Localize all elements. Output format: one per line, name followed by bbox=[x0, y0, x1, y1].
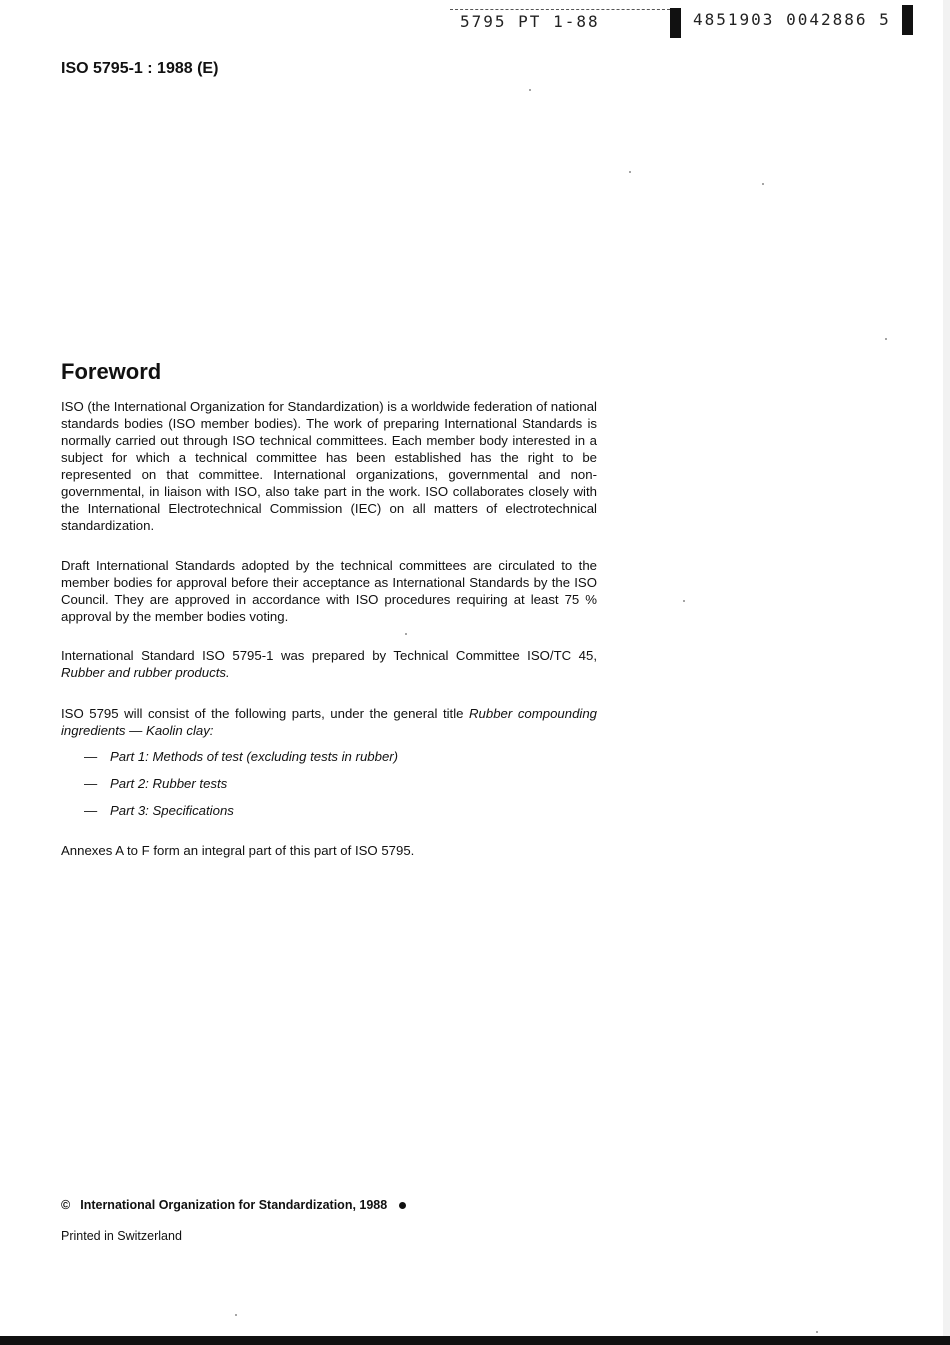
foreword-paragraph-4 bbox=[61, 705, 597, 739]
committee-title: Rubber and rubber products. bbox=[61, 665, 230, 680]
foreword-title: Foreword bbox=[61, 359, 162, 384]
stamp-dashed-line bbox=[450, 9, 670, 10]
part-label: Part 3: Specifications bbox=[110, 803, 234, 818]
copyright-text: International Organization for Standardization, 1988 bbox=[80, 1198, 388, 1212]
scan-speck bbox=[235, 1314, 237, 1316]
list-dash: — bbox=[84, 776, 98, 791]
scan-bottom-edge bbox=[0, 1336, 950, 1345]
bullet-icon bbox=[399, 1202, 406, 1209]
foreword-paragraph-5: Annexes A to F form an integral part of this part of ISO 5795. bbox=[61, 843, 415, 858]
part-label: Part 2: Rubber tests bbox=[110, 776, 228, 791]
part-label: Part 1: Methods of test (excluding tests in rubber) bbox=[110, 749, 399, 764]
scan-speck bbox=[405, 633, 407, 635]
copyright-line bbox=[61, 1198, 406, 1212]
scan-speck bbox=[529, 89, 531, 91]
list-item bbox=[84, 802, 398, 829]
stamp-bar-right bbox=[902, 5, 913, 35]
list-dash: — bbox=[84, 803, 98, 818]
document-id: ISO 5795-1 : 1988 (E) bbox=[61, 60, 219, 77]
stamp-bar-left bbox=[670, 8, 681, 38]
list-item bbox=[84, 748, 398, 775]
general-title: Rubber compounding ingredients — Kaolin clay: bbox=[61, 706, 597, 738]
printed-in: Printed in Switzerland bbox=[61, 1229, 182, 1243]
scan-speck bbox=[816, 1331, 818, 1333]
parts-list bbox=[84, 748, 398, 829]
foreword-paragraph-1: ISO (the International Organization for Standardization) is a worldwide federation of national standards bodies (ISO member bodies). The work of preparing International Standards is normally carried out through ISO technical committees. Each member body interested in a subject for which a technical committee has been established has the right to be represented on that committee. International organizations, governmental and non-governmental, in liaison with ISO, also take part in the work. ISO collaborates closely with the International Electrotechnical Commission (IEC) on all matters of electrotechnical standardization. bbox=[61, 399, 597, 533]
paragraph-3-text: International Standard ISO 5795-1 was prepared by Technical Committee ISO/TC 45, bbox=[61, 648, 597, 663]
scan-right-edge bbox=[943, 0, 950, 1345]
scan-speck bbox=[683, 600, 685, 602]
scan-speck bbox=[629, 171, 631, 173]
stamp-left-code: 5795 PT 1-88 bbox=[460, 12, 600, 31]
foreword-paragraph-2: Draft International Standards adopted by the technical committees are circulated to the member bodies for approval before their acceptance as International Standards by the ISO Council. They are approved in accordance with ISO procedures requiring at least 75 % approval by the member bodies voting. bbox=[61, 558, 597, 624]
list-dash: — bbox=[84, 749, 98, 764]
scan-speck bbox=[762, 183, 764, 185]
foreword-paragraph-3 bbox=[61, 647, 597, 681]
stamp-right-code: 4851903 0042886 5 bbox=[693, 10, 891, 29]
copyright-icon: © bbox=[61, 1198, 71, 1212]
scan-speck bbox=[885, 338, 887, 340]
paragraph-4-text: ISO 5795 will consist of the following parts, under the general title bbox=[61, 706, 464, 721]
list-item bbox=[84, 775, 398, 802]
